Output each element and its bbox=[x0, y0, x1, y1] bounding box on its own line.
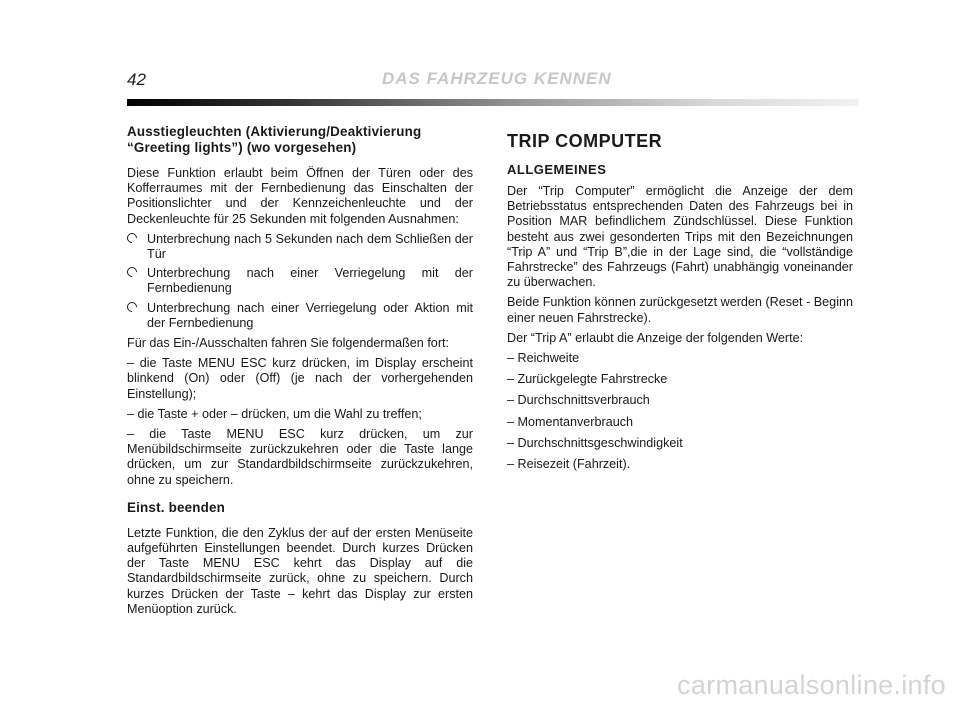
instruction-step: – die Taste MENU ESC kurz drücken, im Display erscheint blinkend (On) oder (Off) (je nach der vorhergehenden Einstellung); bbox=[127, 356, 473, 401]
instruction-step: – die Taste MENU ESC kurz drücken, um zur Menübildschirmseite zurückzukehren oder die Taste lange drücken, um zur Standardbildschirmseite zurückzukehren, ohne zu speichern. bbox=[127, 427, 473, 487]
list-item: – Reichweite bbox=[507, 351, 580, 366]
header-divider bbox=[127, 99, 859, 106]
einst-beenden-paragraph: Letzte Funktion, die den Zyklus der auf der ersten Menüseite aufgeführten Einstellungen beendet. Durch kurzes Drücken der Taste MENU ESC kehrt das Display auf die Standardbildschirmseite zurück, ohne zu speichern. Durch kurzes Drücken der Taste – kehrt das Display zur ersten Menüoption zurück. bbox=[127, 525, 473, 616]
intro-paragraph: Diese Funktion erlaubt beim Öffnen der Türen oder des Kofferraumes mit der Fernbedienung das Einschalten der Positionslichter und der Kennzeichenleuchte und der Deckenleuchte für 25 Sekunden mit folgenden Ausnahmen: bbox=[127, 166, 473, 226]
left-column bbox=[127, 124, 473, 622]
list-item: – Durchschnittsgeschwindigkeit bbox=[507, 435, 683, 450]
instruction-step: – die Taste + oder – drücken, um die Wahl zu treffen; bbox=[127, 406, 422, 421]
list-item: – Reisezeit (Fahrzeit). bbox=[507, 457, 631, 472]
einst-beenden-heading: Einst. beenden bbox=[127, 499, 226, 515]
trip-values-list bbox=[507, 351, 853, 472]
list-item: Unterbrechung nach einer Verriegelung oder Aktion mit der Fernbedienung bbox=[127, 301, 473, 331]
instruction-intro: Für das Ein-/Ausschalten fahren Sie folgendermaßen fort: bbox=[127, 336, 450, 351]
reset-paragraph: Beide Funktion können zurückgesetzt werden (Reset - Beginn einer neuen Fahrstrecke). bbox=[507, 295, 853, 325]
right-column bbox=[507, 124, 853, 478]
trip-intro-paragraph: Der “Trip Computer” ermöglicht die Anzeige der dem Betriebsstatus entsprechenden Daten des Fahrzeugs bei in Position MAR befindlichem Zündschlüssel. Diese Funktion besteht aus zwei gesonderten Trips mit den Bezeichnungen “Trip A” und “Trip B”,die in der Lage sind, die “vollständige Fahrstrecke” des Fahrzeugs (Fahrt) unabhängig voneinander zu überwachen. bbox=[507, 184, 853, 290]
section-title: DAS FAHRZEUG KENNEN bbox=[382, 69, 612, 88]
list-item: Unterbrechung nach 5 Sekunden nach dem Schließen der Tür bbox=[127, 232, 473, 262]
page-number: 42 bbox=[127, 70, 146, 89]
exceptions-list bbox=[127, 232, 473, 331]
bullet-icon bbox=[125, 265, 139, 279]
list-item: – Durchschnittsverbrauch bbox=[507, 393, 650, 408]
list-item: – Zurückgelegte Fahrstrecke bbox=[507, 372, 668, 387]
greeting-lights-heading: Ausstiegleuchten (Aktivierung/Deaktivierung “Greeting lights”) (wo vorgesehen) bbox=[127, 124, 422, 155]
bullet-icon bbox=[125, 231, 139, 245]
list-item: – Momentanverbrauch bbox=[507, 414, 634, 429]
list-item: Unterbrechung nach einer Verriegelung mit der Fernbedienung bbox=[127, 266, 473, 296]
trip-a-paragraph: Der “Trip A” erlaubt die Anzeige der folgenden Werte: bbox=[507, 330, 804, 345]
bullet-icon bbox=[125, 300, 139, 314]
allgemeines-heading: ALLGEMEINES bbox=[507, 162, 607, 177]
trip-computer-heading: TRIP COMPUTER bbox=[507, 131, 663, 151]
watermark: carmanualsonline.info bbox=[677, 670, 946, 700]
